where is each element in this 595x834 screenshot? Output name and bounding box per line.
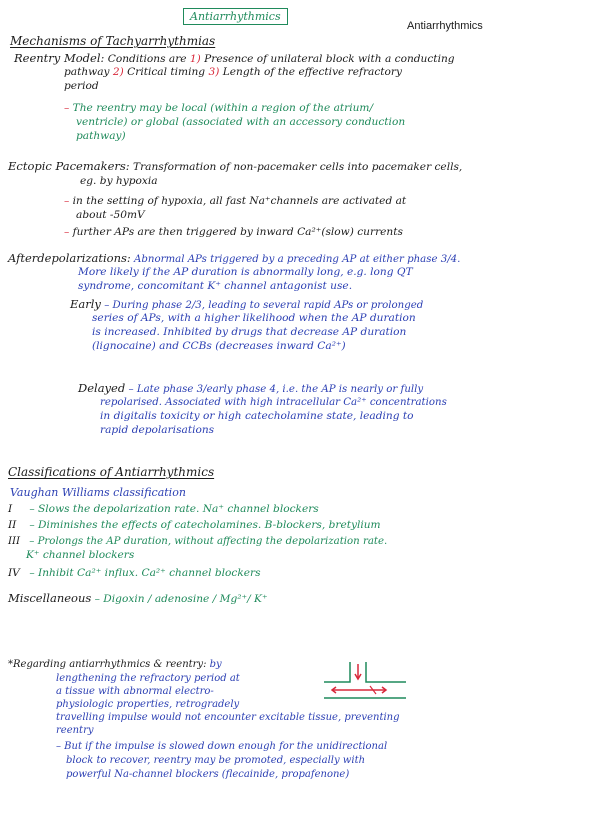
reentry-note-text-1: The reentry may be local (within a region of the atrium/ xyxy=(72,102,374,114)
ectopic-label: Ectopic Pacemakers: xyxy=(8,159,130,173)
mechanisms-heading: Mechanisms of Tachyarrhythmias xyxy=(10,34,216,48)
bullet-dash: – xyxy=(64,226,70,238)
class-row xyxy=(26,549,134,562)
class-number: IV xyxy=(8,567,20,579)
reentry-note-line-2: lengthening the refractory period at xyxy=(56,673,240,684)
ectopic-note-3 xyxy=(64,226,403,239)
reentry-label: Reentry Model: xyxy=(14,51,105,65)
ectopic-note-1 xyxy=(64,195,406,208)
bullet-dash: – xyxy=(64,102,70,114)
class-text: – Slows the depolarization rate. Na⁺ channel blockers xyxy=(29,503,319,515)
class-text: – Prolongs the AP duration, without affecting the depolarization rate. xyxy=(29,536,388,547)
misc-label: Miscellaneous xyxy=(8,591,92,605)
early-line-1 xyxy=(70,298,423,312)
class-number: I xyxy=(8,503,13,515)
reentry-line-3: period xyxy=(64,80,99,92)
class-text: – Diminishes the effects of catecholamines. B-blockers, bretylium xyxy=(29,519,381,531)
ectopic-line-2: eg. by hypoxia xyxy=(80,175,158,187)
delayed-line-4: rapid depolarisations xyxy=(100,424,215,436)
reentry-note-lead xyxy=(8,658,222,671)
ectopic-line-1 xyxy=(8,160,462,174)
misc-text: – Digoxin / adenosine / Mg²⁺/ K⁺ xyxy=(94,593,268,605)
ectopic-note-text-1: in the setting of hypoxia, all fast Na⁺channels are activated at xyxy=(72,195,407,207)
reentry-note-by: by xyxy=(209,659,222,670)
reentry-note-line-8: block to recover, reentry may be promoted, especially with xyxy=(66,755,366,766)
reentry-line-1 xyxy=(14,52,455,66)
reentry-line-2 xyxy=(64,66,402,79)
bullet-dash: – xyxy=(64,195,70,207)
misc-row xyxy=(8,592,268,606)
condition-1-text: Presence of unilateral block with a conducting xyxy=(204,53,455,65)
reentry-note-2: ventricle) or global (associated with an accessory conduction xyxy=(76,116,406,128)
reentry-pathway-diagram xyxy=(320,660,410,702)
delayed-text-1: – Late phase 3/early phase 4, i.e. the AP is nearly or fully xyxy=(128,384,424,395)
delayed-line-3: in digitalis toxicity or high catecholamine state, leading to xyxy=(100,410,414,422)
early-line-2: series of APs, with a higher likelihood when the AP duration xyxy=(92,312,416,324)
class-text: – Inhibit Ca²⁺ influx. Ca²⁺ channel blockers xyxy=(29,567,261,579)
class-number: II xyxy=(8,519,17,531)
afterdep-line-2: More likely if the AP duration is abnormally long, e.g. long QT xyxy=(78,266,413,278)
condition-3-number: 3) xyxy=(208,66,220,78)
handwritten-title: Antiarrhythmics xyxy=(183,8,288,25)
class-text: K⁺ channel blockers xyxy=(26,549,135,561)
class-row xyxy=(8,535,387,548)
ectopic-note-2: about -50mV xyxy=(76,209,145,221)
afterdep-text-1: Abnormal APs triggered by a preceding AP at either phase 3/4. xyxy=(134,254,461,265)
reentry-note-lead-text: *Regarding antiarrhythmics & reentry: xyxy=(8,659,207,670)
ectopic-note-text-3: further APs are then triggered by inward Ca²⁺(slow) currents xyxy=(72,226,403,238)
condition-1-number: 1) xyxy=(189,53,201,65)
class-number: III xyxy=(8,536,21,547)
delayed-line-1 xyxy=(78,382,423,396)
reentry-note-line-6: reentry xyxy=(56,725,94,736)
reentry-note-line-4: physiologic properties, retrogradely xyxy=(56,699,240,710)
reentry-conditions: Conditions are xyxy=(107,53,187,65)
reentry-note-3: pathway) xyxy=(76,130,126,142)
classifications-heading: Classifications of Antiarrhythmics xyxy=(8,465,215,479)
class-row xyxy=(8,503,319,516)
class-row xyxy=(8,567,261,580)
pathway-left xyxy=(324,662,350,682)
reentry-note-line-3: a tissue with abnormal electro- xyxy=(56,686,214,697)
afterdep-label: Afterdepolarizations: xyxy=(8,251,131,265)
early-label: Early xyxy=(70,297,101,311)
afterdep-line-1 xyxy=(8,252,460,266)
ectopic-text-1: Transformation of non-pacemaker cells into pacemaker cells, xyxy=(133,161,463,173)
pathway-right xyxy=(366,662,406,682)
early-line-3: is increased. Inhibited by drugs that decrease AP duration xyxy=(92,326,407,338)
reentry-note-1 xyxy=(64,102,373,115)
condition-1-cont: pathway xyxy=(64,66,110,78)
class-row xyxy=(8,519,381,532)
reentry-note-line-5: travelling impulse would not encounter excitable tissue, preventing xyxy=(56,712,400,723)
delayed-line-2: repolarised. Associated with high intracellular Ca²⁺ concentrations xyxy=(100,397,447,408)
early-text-1: – During phase 2/3, leading to several rapid APs or prolonged xyxy=(104,300,424,311)
condition-2-number: 2) xyxy=(112,66,124,78)
condition-2-text: Critical timing xyxy=(127,66,206,78)
reentry-note-line-9: powerful Na-channel blockers (flecainide, propafenone) xyxy=(66,769,350,780)
afterdep-line-3: syndrome, concomitant K⁺ channel antagonist use. xyxy=(78,280,353,292)
reentry-note-line-7: – But if the impulse is slowed down enough for the unidirectional xyxy=(56,741,388,752)
vaughan-williams-label: Vaughan Williams classification xyxy=(10,486,186,499)
condition-3-text: Length of the effective refractory xyxy=(222,66,402,78)
early-line-4: (lignocaine) and CCBs (decreases inward Ca²⁺) xyxy=(92,340,346,352)
delayed-label: Delayed xyxy=(78,381,126,395)
typed-title: Antiarrhythmics xyxy=(407,20,483,32)
